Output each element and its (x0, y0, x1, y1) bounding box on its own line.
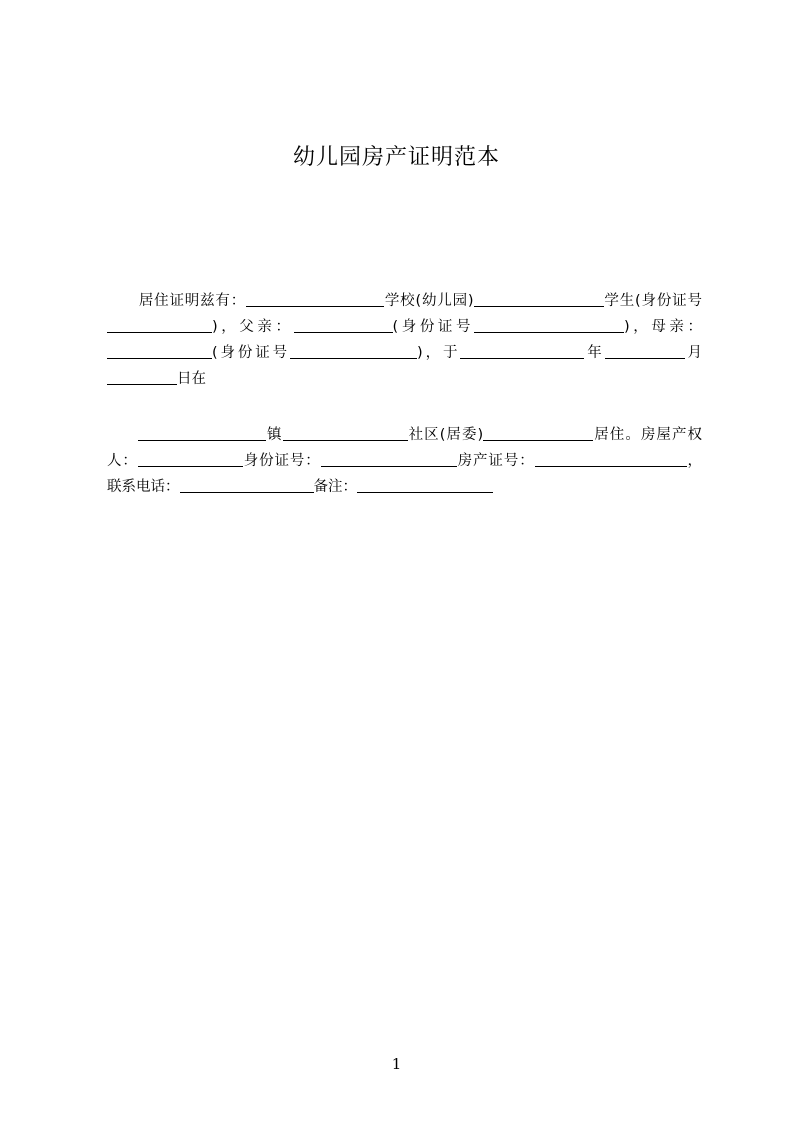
blank-month (605, 343, 685, 359)
text-mother-id: (身份证号 (212, 345, 291, 361)
text-school: 学校(幼儿园) (384, 293, 474, 309)
blank-father (294, 317, 393, 333)
text-certificate: 房产证号： (456, 453, 535, 469)
text-community: 社区(居委) (407, 427, 484, 443)
text-year: 年 (584, 345, 605, 361)
blank-father-id (474, 317, 624, 333)
blank-name (246, 291, 384, 307)
blank-mother (107, 343, 212, 359)
blank-mother-id (290, 343, 417, 359)
blank-student-id (107, 317, 212, 333)
blank-remarks (357, 477, 493, 493)
blank-owner-id (321, 451, 457, 467)
text-father-id: (身份证号 (392, 319, 475, 335)
text-month: 月 (684, 345, 702, 361)
blank-community (283, 425, 408, 441)
text-phone: ，联系电话： (107, 453, 703, 495)
text-since: )，于 (417, 345, 461, 361)
blank-school (474, 291, 604, 307)
text-owner-id: 身份证号： (242, 453, 321, 469)
blank-phone (180, 477, 314, 493)
blank-year (460, 343, 584, 359)
text-owner: 居住。房屋产权人： (107, 427, 703, 469)
text-mother: )，母亲： (624, 319, 702, 335)
text-father: )，父亲： (212, 319, 294, 335)
paragraph-residence-proof (107, 288, 702, 392)
text-day: 日在 (177, 371, 206, 387)
text-remarks: 备注： (313, 479, 357, 495)
blank-committee (483, 425, 593, 441)
document-title: 幼儿园房产证明范本 (292, 145, 500, 170)
page-number: 1 (391, 1055, 402, 1073)
blank-owner (138, 451, 243, 467)
blank-day (107, 369, 177, 385)
paragraph-address (107, 422, 702, 500)
text-student-id: 学生(身份证号 (603, 293, 702, 309)
text-residence-proof: 居住证明兹有： (138, 293, 247, 309)
text-town: 镇 (266, 427, 283, 443)
blank-town (138, 425, 266, 441)
blank-certificate (535, 451, 687, 467)
